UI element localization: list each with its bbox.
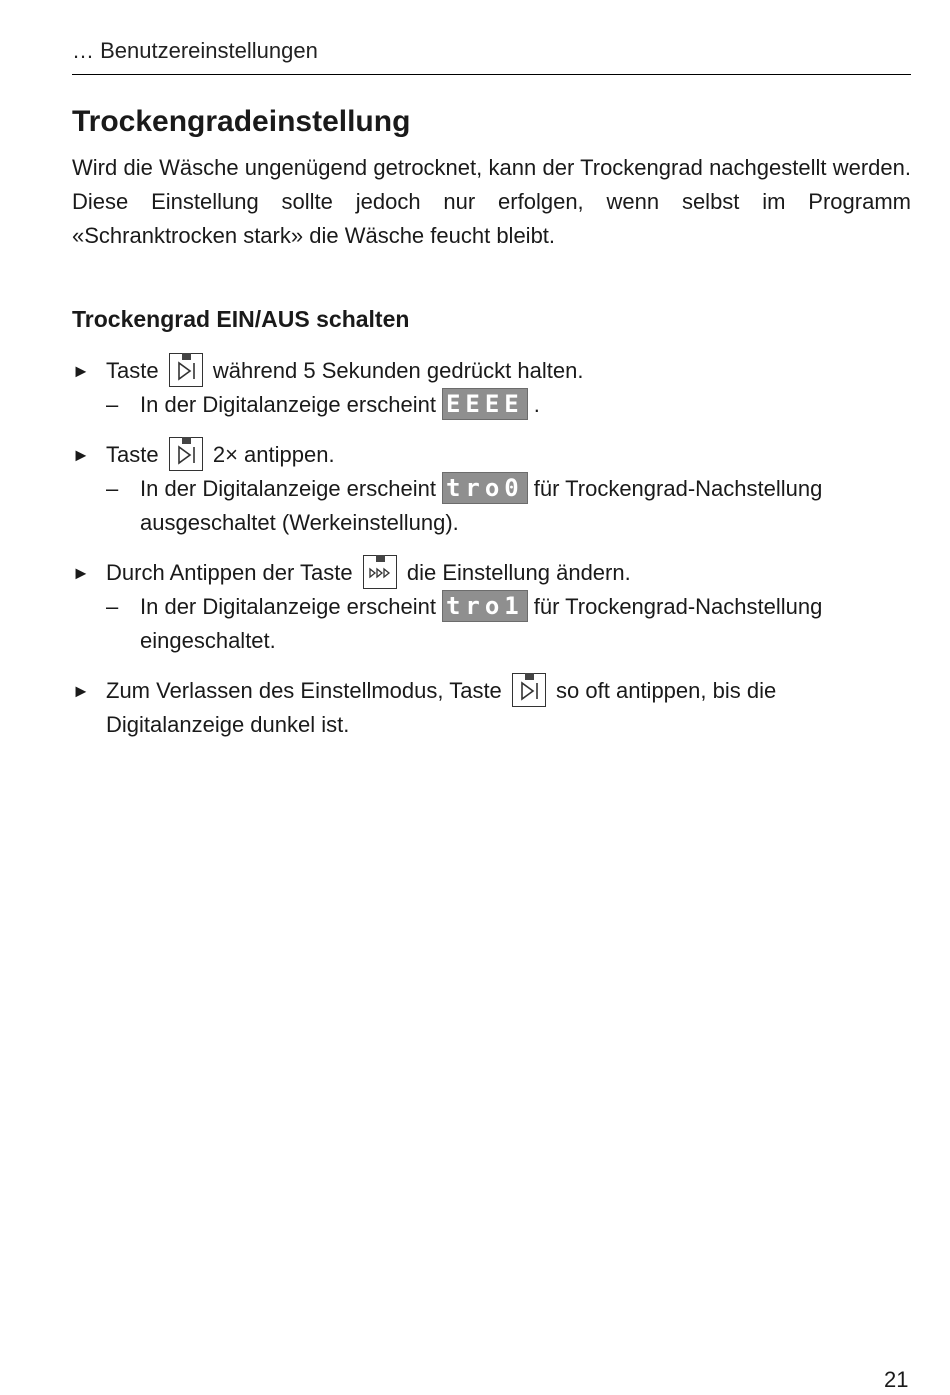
step-text-post: während 5 Sekunden gedrückt halten. xyxy=(212,358,584,383)
bullet-arrow-icon: ► xyxy=(72,681,90,701)
intro-paragraph: Wird die Wäsche ungenügend getrocknet, kann der Trockengrad nachgestellt werden. Diese Einstellung sollte jedoch nur erfolgen, wenn selbst im Programm «Schranktrocken stark» die Wäsche feucht bleibt. xyxy=(72,155,911,248)
digital-display: EEEE xyxy=(442,388,528,420)
dash: – xyxy=(106,392,119,417)
step-text-pre: Zum Verlassen des Einstellmodus, Taste xyxy=(106,678,502,703)
result-text-post: für Trockengrad-Nachstellung ausgeschaltet (Werkeinstellung). xyxy=(140,476,823,535)
result-text-pre: In der Digitalanzeige erscheint xyxy=(140,392,436,417)
bullet-arrow-icon: ► xyxy=(72,563,90,583)
step-1-result xyxy=(106,388,911,422)
digital-display: tro1 xyxy=(442,590,528,622)
running-header: … Benutzereinstellungen xyxy=(72,36,911,75)
multi-arrow-key-icon xyxy=(363,555,397,589)
dash: – xyxy=(106,476,119,501)
step-3 xyxy=(72,556,911,658)
step-text-pre: Durch Antippen der Taste xyxy=(106,560,353,585)
step-3-result xyxy=(106,590,911,658)
dash: – xyxy=(106,594,119,619)
page-number: 21 xyxy=(884,1367,909,1392)
bullet-arrow-icon: ► xyxy=(72,361,90,381)
step-text-pre: Taste xyxy=(106,442,159,467)
result-text-pre: In der Digitalanzeige erscheint xyxy=(140,476,436,501)
step-text-post: 2× antippen. xyxy=(212,442,335,467)
step-2 xyxy=(72,438,911,540)
page-title: Trockengradeinstellung xyxy=(72,105,411,138)
digital-display: tro0 xyxy=(442,472,528,504)
result-text-post: für Trockengrad-Nachstellung eingeschaltet. xyxy=(140,594,823,653)
start-skip-key-icon xyxy=(169,353,203,387)
section-subtitle: Trockengrad EIN/AUS schalten xyxy=(72,306,410,332)
step-4 xyxy=(72,674,911,742)
step-2-result xyxy=(106,472,911,540)
start-skip-key-icon xyxy=(169,437,203,471)
step-1 xyxy=(72,354,911,422)
step-text-post: die Einstellung ändern. xyxy=(406,560,631,585)
bullet-arrow-icon: ► xyxy=(72,445,90,465)
step-text-pre: Taste xyxy=(106,358,159,383)
result-text-pre: In der Digitalanzeige erscheint xyxy=(140,594,436,619)
step-text-post: so oft antippen, bis die Digitalanzeige dunkel ist. xyxy=(106,678,777,737)
result-text-post: . xyxy=(533,392,540,417)
start-skip-key-icon xyxy=(512,673,546,707)
